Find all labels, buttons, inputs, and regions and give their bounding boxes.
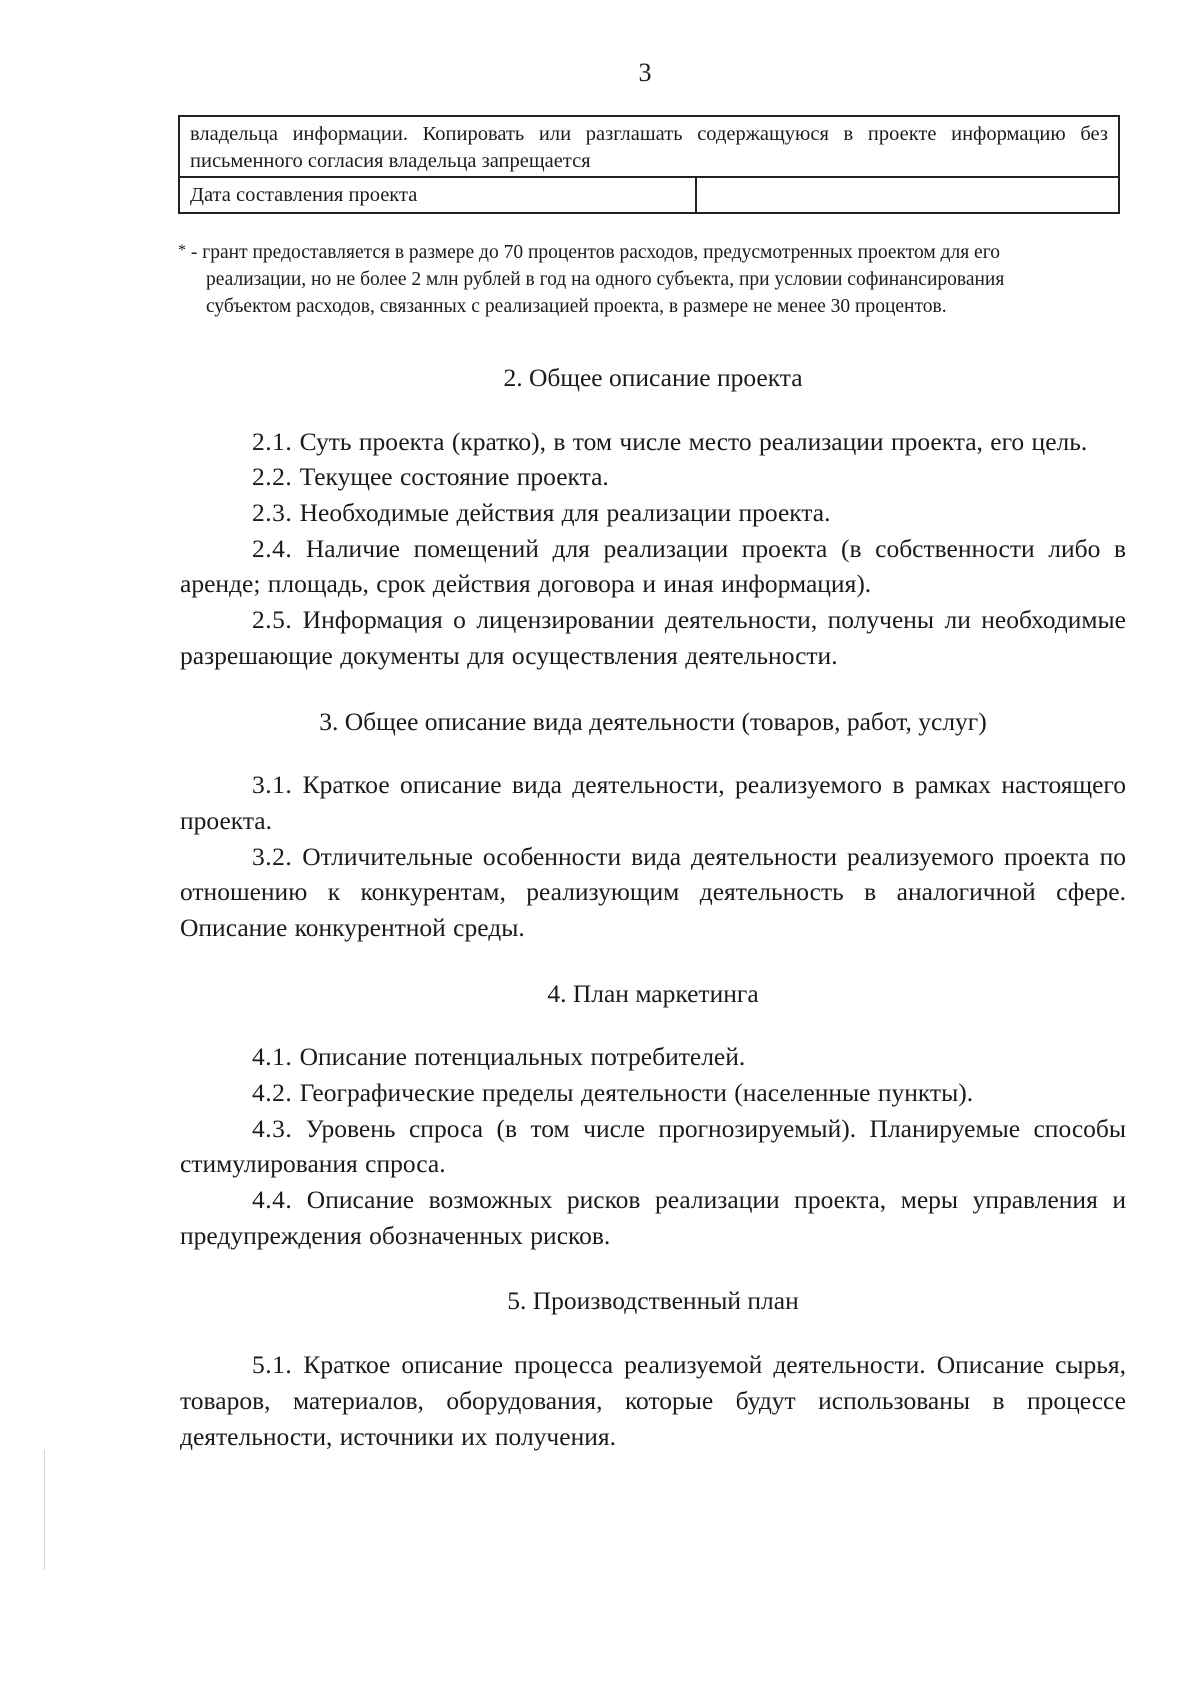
item-text: Отличительные особенности вида деятельности реализуемого проекта по отношению к конкурентам, реализующим деятельность в аналогичной сфере. Описание конкурентной среды.	[180, 841, 1126, 942]
footnote-text-line-1: - грант предоставляется в размере до 70 процентов расходов, предусмотренных проектом для его	[190, 242, 1000, 263]
item-number: 2.4.	[252, 533, 293, 563]
item-text: Описание возможных рисков реализации проекта, меры управления и предупреждения обозначенных рисков.	[180, 1185, 1126, 1250]
list-item	[180, 1182, 1126, 1253]
list-item	[180, 459, 1126, 495]
list-item	[180, 602, 1126, 673]
item-text: Суть проекта (кратко), в том числе место реализации проекта, его цель.	[299, 426, 1088, 456]
footnote-text-line-2: реализации, но не более 2 млн рублей в год на одного субъекта, при условии софинансирования	[206, 268, 1005, 290]
item-text: Краткое описание процесса реализуемой деятельности. Описание сырья, товаров, материалов, оборудования, которые будут использованы в процессе деятельности, источники их получения.	[180, 1350, 1127, 1451]
list-item	[180, 495, 1126, 531]
item-number: 4.4.	[252, 1185, 293, 1215]
item-number: 2.2.	[252, 462, 293, 492]
section-title: 4. План маркетинга	[547, 978, 759, 1008]
item-text: Описание потенциальных потребителей.	[299, 1042, 746, 1072]
table-row	[179, 177, 1119, 213]
list-item	[180, 424, 1126, 460]
list-item	[180, 1039, 1126, 1075]
item-number: 3.2.	[252, 841, 293, 871]
item-text: Наличие помещений для реализации проекта (в собственности либо в аренде; площадь, срок действия договора и иная информация).	[180, 533, 1127, 599]
list-item	[180, 1347, 1126, 1454]
item-text: Текущее состояние проекта.	[299, 462, 609, 492]
project-info-table	[178, 115, 1120, 214]
list-item	[180, 1075, 1126, 1111]
item-number: 4.1.	[252, 1042, 293, 1072]
item-number: 2.1.	[252, 426, 293, 456]
footnote	[178, 240, 1120, 321]
item-number: 3.1.	[252, 770, 293, 800]
list-item	[180, 767, 1126, 838]
item-number: 2.3.	[252, 498, 293, 528]
list-item	[180, 531, 1126, 602]
document-body	[180, 360, 1126, 1454]
footnote-line	[178, 240, 1120, 267]
item-text: Краткое описание вида деятельности, реализуемого в рамках настоящего проекта.	[180, 770, 1127, 835]
item-number: 5.1.	[252, 1350, 293, 1380]
footnote-text-line-3: субъектом расходов, связанных с реализацией проекта, в размере не менее 30 процентов.	[206, 295, 947, 317]
confidentiality-notice-cell: владельца информации. Копировать или разглашать содержащуюся в проекте информацию без письменного согласия владельца запрещается	[179, 116, 1119, 177]
page-number: 3	[638, 58, 652, 87]
item-text: Уровень спроса (в том числе прогнозируемый). Планируемые способы стимулирования спроса.	[180, 1113, 1127, 1179]
list-item	[180, 839, 1126, 946]
list-item	[180, 1111, 1126, 1182]
footnote-marker: *	[178, 242, 186, 259]
item-number: 4.3.	[252, 1113, 293, 1143]
date-value-cell	[696, 177, 1119, 213]
item-text: Географические пределы деятельности (населенные пункты).	[299, 1078, 974, 1107]
section-title: 2. Общее описание проекта	[503, 363, 803, 392]
scan-margin-mark	[44, 1450, 45, 1570]
section-title: 3. Общее описание вида деятельности (товаров, работ, услуг)	[319, 706, 987, 736]
date-label-cell: Дата составления проекта	[179, 177, 696, 213]
section-title: 5. Производственный план	[507, 1286, 799, 1316]
item-text: Информация о лицензировании деятельности, получены ли необходимые разрешающие документы для осуществления деятельности.	[180, 605, 1126, 670]
table-row	[179, 116, 1119, 177]
item-number: 4.2.	[252, 1078, 293, 1107]
item-number: 2.5.	[252, 605, 293, 635]
item-text: Необходимые действия для реализации проекта.	[299, 498, 831, 528]
